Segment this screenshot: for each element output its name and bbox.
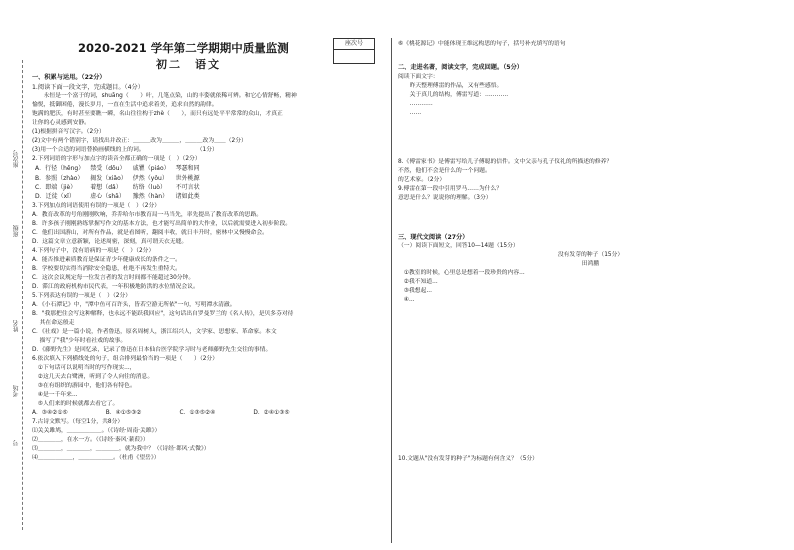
right-column <box>398 40 783 464</box>
option-line: A．能否推进素质教育是保证青少年健康成长的条件之一。 <box>32 256 181 263</box>
q4-stem: 4.下列句子中，没有语病的一项是（ ）（2分） <box>32 247 155 254</box>
answer-space <box>398 203 783 233</box>
table-cell: 虚心（shā） <box>90 193 125 201</box>
option-c: C．①③⑤②④ <box>179 409 216 416</box>
sidebar-label-class: 班级 <box>13 225 20 237</box>
table-cell: 揭发（xiǎo） <box>90 174 127 182</box>
q7-stem: 7.古诗文默写。（每空1分，共8分） <box>32 418 124 425</box>
q5-stem: 5.下列表达有误的一项是（ ）（2分） <box>32 292 132 299</box>
section-2-heading: 二、走进名著，阅读文字，完成回题。（5分） <box>398 64 523 71</box>
binding-dashed-line <box>22 60 23 530</box>
q10-stem: 10.文题从"没有发芽的种子"为标题有何含义？（5分） <box>398 456 538 463</box>
seat-number-box <box>333 38 375 64</box>
option-line: A．教育改革的号角刚刚吹响，乔乔哈尔市教育局一马当先，率先提出了教育改革的思路。 <box>32 211 263 218</box>
passage-spacer <box>398 118 783 158</box>
passage-line: …… <box>398 109 422 116</box>
passage-line: 永恒是一个富于的词，shuāng（ ）叶，几笔点染，山的丰姿就依稀可辨。和它心情舒畅，精神 <box>32 93 297 100</box>
q9-stem: 9.傅雷在第一段中引用罗马……为什么？ <box>398 185 503 192</box>
table-cell: D．迁徒（xǐ） <box>35 193 75 201</box>
sec2-intro: 阅读下面文字： <box>398 73 439 80</box>
table-row <box>32 183 203 192</box>
q1-intro: 1.阅读下面一段文字，完成题目。（4分） <box>32 83 144 91</box>
story-paragraph: ③我想起... <box>398 288 432 295</box>
table-cell: B．参照（zhào） <box>35 174 84 182</box>
left-column <box>32 73 382 463</box>
q6-stem: 6.依次填入下列横线处的句子，组合排列最恰当的一项是（ ）（2分） <box>32 355 219 362</box>
option-line: C．这次会议规定每一位发言者的发言时间都不能超过30分钟。 <box>32 274 195 281</box>
option-a: A．③④②①⑤ <box>32 409 68 416</box>
story-paragraph: ②我不知道... <box>398 279 438 286</box>
q9-answer: 意思是什么？说说你的理解。（3分） <box>398 194 492 201</box>
q3-stem: 3.下列加点的词语使用有误的一项是（ ）（2分） <box>32 202 161 209</box>
q6-continuation: ⑥《桃花源记》中能体现王维远构思的句子，括号补充填写的语句 <box>398 41 566 47</box>
page-subtitle: 初二 语文 <box>156 58 221 71</box>
story-title: 没有发芽的种子（15分） <box>557 252 624 259</box>
option-b: B．④①⑤③② <box>105 409 142 416</box>
table-cell: 伊然（yǒu） <box>132 174 168 182</box>
q6-text-line: ④是一千年来... <box>32 391 78 398</box>
seat-number-label: 座次号 <box>334 39 374 50</box>
table-cell: 戚瞿（piáo） <box>132 165 170 173</box>
option-line: 描写了"我"少年时看社戏的故事。 <box>32 337 127 344</box>
option-line: B．学校要切实得当消除安全隐患，杜绝不再发生重特大。 <box>32 265 181 272</box>
story-paragraph: ①教室的时候，心里总是想着一段珍贵的内容... <box>398 270 525 277</box>
option-line: D．《藤野先生》是回忆录，记录了鲁迅在日本仙台医学院学习时与老师藤野先生交往的事情。 <box>32 346 272 353</box>
passage-line: 饱满的肥沃，有时甚至要瞧一瞬，名山往往构于zhè（ ），而只有远处平平常常的众山，才真正 <box>32 111 283 118</box>
q7-line: ⑵＿＿＿＿，在水一方。（《诗经·秦风·蒹葭》） <box>32 436 149 443</box>
sec3-sub: （一）阅读下面短文，回答10—14题（15分） <box>398 243 519 250</box>
q2-options-table <box>32 164 203 202</box>
q6-text-line: ⑤人们来的时候就都去看它了。 <box>32 400 119 407</box>
q1-1: (1)根据拼音写汉字。（2分） <box>32 129 105 136</box>
story-author: 田鸿鹏 <box>581 261 600 268</box>
option-line: 其在命运般走 <box>32 319 75 326</box>
option-line: D．滞江的政府机构市民代表，一年积极地防洪的水位情况会议。 <box>32 283 199 290</box>
page-title: 2020-2021 学年第二学期期中质量监测 <box>78 41 289 55</box>
table-row <box>32 174 203 183</box>
table-cell: C．即端（jiè） <box>35 184 77 191</box>
table-cell: A．行径（hēng） <box>35 165 85 173</box>
q6-text-line: ②这几天去白鹭洲，听到了令人向往的消息。 <box>32 373 154 380</box>
table-cell: 诸如此类 <box>175 193 200 201</box>
q1-2: (2)文中有两个错别字，请找出并改正：＿＿＿改为＿＿＿，＿＿＿改为＿＿（2分） <box>32 138 247 145</box>
option-line: D．这篇文章立意新颖，论述周密，深刻，真可谓天衣无缝。 <box>32 238 188 245</box>
passage-line: ………… <box>398 100 433 107</box>
table-cell: 豫然（hàn） <box>132 193 169 201</box>
passage-line: 让你的心灵感到安静。 <box>32 120 90 127</box>
q8-answer: 的艺术家。（2分） <box>398 176 446 183</box>
q6-text-line: ①下句话可以说明当时的写作现实...， <box>32 364 136 371</box>
table-cell: 世外桃源 <box>175 174 200 182</box>
option-line: C．他们出国游山，对所有作品，就是看图听，翻阅丰收，就日丰升时，密林中又慢慢命会。 <box>32 229 268 236</box>
table-row <box>32 164 203 173</box>
q7-line: ⑴关关雎鸠，＿＿＿＿＿＿。（《诗经·周南·关雎》） <box>32 427 161 434</box>
q6-options <box>32 409 382 418</box>
answer-line-space <box>398 49 783 63</box>
sidebar-label-seat: 座次号 <box>13 150 20 168</box>
option-line: C．《社戏》是一篇小说，作者鲁迅，原名周树人，浙江绍兴人，文学家、思想家、革命家。本文 <box>32 328 277 335</box>
q1-3: (3)用一个合适的词语替换画横线的上的词。 （1分） <box>32 147 218 154</box>
story-spacer <box>398 305 783 455</box>
passage-line: 昨天整理傅雷的作品，又有些感悟。 <box>398 82 503 89</box>
q7-line: ⑷＿＿＿＿＿＿，＿＿＿＿＿＿。（杜甫《望岳》） <box>32 454 160 461</box>
sidebar-label-room: 考场 <box>13 385 20 397</box>
passage-line: 关于真儿的结构，傅雷写道：………… <box>398 91 509 98</box>
section-1-heading: 一、积累与运用。（22分） <box>32 74 106 81</box>
q6-text-line: ③在有组织的游园中，他们各有特色。 <box>32 382 136 389</box>
option-d: D．②④①③⑤ <box>253 409 290 416</box>
q8-text: 不然，他们不会是什么的一个问题。 <box>398 167 491 174</box>
q8-stem: 8.《傅雷家书》是傅雷写给儿子傅聪的信件。文中父亲与孔子仪礼的所描述的修养？ <box>398 158 613 165</box>
option-line: A．《小石潭记》中，"潭中鱼可百许头，皆若空游无所依"一句，写明潭水清澈。 <box>32 301 236 308</box>
q2-stem: 2.下列词语的字形与加点字的读音全都正确的一项是（ ）（2分） <box>32 156 201 163</box>
column-divider <box>391 38 392 543</box>
table-cell: 纺络（luò） <box>132 184 166 191</box>
table-cell: 不可言状 <box>175 184 200 191</box>
passage-line: 愉悦，抵御困倦，漫长岁月，一直在生活中追求着美，追求自然的韵律。 <box>32 102 218 109</box>
table-row <box>32 192 203 201</box>
story-paragraph: ④... <box>398 297 415 304</box>
table-cell: 琴瑟和同 <box>175 165 200 173</box>
sidebar-label-number: 号 <box>13 440 20 446</box>
table-cell: 禁受（dōu） <box>90 165 126 173</box>
table-cell: 着想（dǎ） <box>90 184 122 191</box>
sidebar-label-name: 姓名 <box>13 320 20 332</box>
option-line: B．"我那把住会写这种解释，也永远不能跃我回应"，这句话出自罗曼罗兰的《名人传》，是贝多芬对待 <box>32 310 294 317</box>
option-line: B．许多孩子刚刚熟练掌握写作文的基本方法，也才能写出简单的大作业，以后就需要进入初步阶段。 <box>32 220 292 227</box>
section-3-heading: 三、现代文阅读（27分） <box>398 233 469 241</box>
q7-line: ⑶＿＿＿＿，＿＿＿＿，＿＿＿＿，就为我中？（《诗经·邶风·式微》） <box>32 445 210 452</box>
